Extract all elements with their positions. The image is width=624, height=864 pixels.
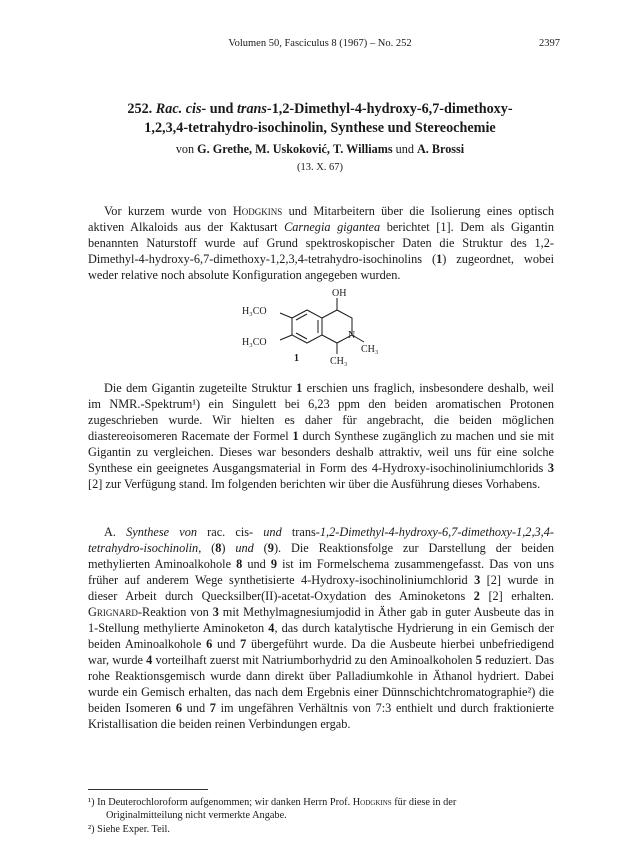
p3-text: , das durch katalytische Hydrierung in ein Gemisch der beiden Aminoalkohole <box>88 621 554 651</box>
p1-text: ) zugeordnet, wobei weder relative noch absolute Konfiguration angegeben wurden. <box>88 252 554 282</box>
author-brossi: A. Brossi <box>417 142 465 156</box>
p3-section-heading: und <box>235 541 254 555</box>
p1-text: Vor kurzem wurde von <box>104 204 233 218</box>
p3-text: A. <box>104 525 127 539</box>
p3-compound-ref: 2 <box>473 589 480 603</box>
footnote-1-mark: ¹) <box>88 797 95 808</box>
p1-species: Carnegia gigantea <box>284 220 381 234</box>
p3-text: [2] wurde in dieser Arbeit durch Quecksilber(II)-acetat-Oxydation des Aminoketons <box>88 573 554 603</box>
p3-text: und <box>242 557 271 571</box>
author-byline <box>70 142 570 157</box>
methoxy-bond-bottom <box>280 335 292 340</box>
footnote-1-text: für diese in der <box>391 797 457 808</box>
p3-text: ( <box>201 541 216 555</box>
footnote-1-name: Hodgkins <box>352 797 392 808</box>
footnote-2-mark: ²) <box>88 824 95 835</box>
p3-compound-ref: 6 <box>175 701 182 715</box>
p3-section-heading: 1,2-Dimethyl-4-hydroxy-6,7-dimethoxy-1,2,3,4-tetrahydro-isochinolin, <box>88 525 554 555</box>
title-rac: Rac. <box>155 101 183 117</box>
p3-text: vorteilhaft zuerst mit Natriumborhydrid zu den Aminoalkoholen <box>152 653 476 667</box>
footnote-1-continuation: Originalmitteilung nicht vermerkte Angabe. <box>106 810 287 821</box>
p2-text: [2] zur Verfügung stand. Im folgenden berichten wir über die Ausführung dieses Vorhabens. <box>88 477 541 491</box>
p3-text: ). Die Reaktionsfolge zur Darstellung der beiden methylierten Aminoalkohole <box>88 541 555 571</box>
title-line1-rest: 1,2-Dimethyl-4-hydroxy-6,7-dimethoxy- <box>271 101 513 117</box>
oh-label: OH <box>332 288 347 299</box>
p3-compound-ref: 9 <box>267 541 274 555</box>
article-title <box>82 100 558 138</box>
footnote-2 <box>88 823 554 836</box>
p3-section-heading: Synthese von <box>126 525 198 539</box>
p3-text: [2] erhalten. <box>479 589 554 603</box>
p2-text: durch Synthese zugänglich zu machen und sie mit Gigantin zu vergleichen. Dieses war besonders deshalb attraktiv, weil uns für eine solche Synthese ein geeignetes Ausgangsmaterial in Form des 4-Hydroxy-isochinoliniumchlorids <box>88 429 554 475</box>
paragraph-3 <box>88 524 554 732</box>
p3-compound-ref: 3 <box>474 573 481 587</box>
p3-compound-ref: 9 <box>270 557 278 571</box>
title-trans: trans- <box>236 101 272 117</box>
author-uskokovic: M. Uskoković, <box>255 142 330 156</box>
p3-compound-ref: 5 <box>475 653 482 667</box>
p2-text: erschien uns fraglich, insbesondere deshalb, weil im NMR.-Spektrum¹) ein Singulett bei 6,23 ppm den beiden aromatischen Protonen zugeschrieben wurde. Wir hielten es daher für angebracht, die beiden möglichen diastereoisomeren Racemate der Formel <box>88 381 555 443</box>
p2-text: Die dem Gigantin zugeteilte Struktur <box>104 381 297 395</box>
p3-name-grignard: Grignard <box>88 605 138 619</box>
p3-compound-ref: 6 <box>206 637 213 651</box>
p1-text: berichtet [1]. Dem als Gigantin benannten Naturstoff wurde auf Grund spektroskopischer Daten die Struktur des 1,2-Dimethyl-4-hydroxy-6,7-dimethoxy-1,2,3,4-tetrahydro-isochinolins ( <box>88 220 554 266</box>
p3-compound-ref: 7 <box>209 701 216 715</box>
p3-text: und <box>212 637 241 651</box>
p3-compound-ref: 8 <box>215 541 222 555</box>
p3-text: rac. cis- <box>197 525 264 539</box>
paragraph-1 <box>88 203 554 283</box>
p3-compound-ref: 8 <box>236 557 243 571</box>
structure-number: 1 <box>294 353 299 364</box>
received-date: (13. X. 67) <box>296 162 344 173</box>
footnote-1 <box>88 796 554 822</box>
page-number: 2397 <box>539 38 560 49</box>
p3-text: mit Methylmagnesiumjodid in Äther gab in guter Ausbeute das in 1-Stellung methylierte Aminoketon <box>88 605 554 635</box>
p3-section-heading: und <box>263 525 282 539</box>
p1-compound-ref: 1 <box>436 252 443 266</box>
title-cis: cis- <box>185 101 207 117</box>
methoxy-label-bottom: H₃CO <box>242 337 267 348</box>
p1-name-hodgkins: Hodgkins <box>232 204 283 218</box>
structure-formula-1 <box>236 272 396 372</box>
paragraph-2 <box>88 380 554 492</box>
nitrogen-label: N <box>348 330 356 341</box>
p3-text: ist im Formelschema zusammengefasst. Das von uns früher auf anderem Wege synthetisierte 4-Hydroxy-isochinoliniumchlorid <box>88 557 554 587</box>
p3-text: und <box>182 701 210 715</box>
structure-bonds <box>280 298 364 354</box>
p2-compound-ref: 3 <box>547 461 554 475</box>
byline-von: von <box>175 142 195 156</box>
p3-text: ) <box>221 541 236 555</box>
p3-compound-ref: 7 <box>240 637 247 651</box>
author-williams: T. Williams <box>333 142 393 156</box>
author-grethe: G. Grethe, <box>197 142 253 156</box>
p3-compound-ref: 4 <box>146 653 153 667</box>
p3-text: reduziert. Das rohe Reaktionsgemisch wurde dann direkt über Palladiumkohle in Äthanol hydriert. Dabei wurde ein Gemisch erhalten, das nach dem Ergebnis einer Dünnschichtchromatographie²) die beiden Isomeren <box>88 653 554 715</box>
p3-text: -Reaktion von <box>137 605 213 619</box>
p3-text: im ungefähren Verhältnis von 7:3 enthielt und durch fraktionierte Kristallisation die beiden reinen Verbindungen ergab. <box>88 701 555 731</box>
title-und: und <box>209 101 234 117</box>
footnote-divider <box>88 789 208 790</box>
p3-compound-ref: 4 <box>268 621 275 635</box>
methoxy-label-top: H₃CO <box>242 306 267 317</box>
p2-compound-ref: 1 <box>292 429 299 443</box>
methoxy-bond-top <box>280 313 292 318</box>
p3-text: ( <box>253 541 268 555</box>
title-line2: 1,2,3,4-tetrahydro-isochinolin, Synthese und Stereochemie <box>144 120 496 136</box>
byline-und: und <box>395 142 414 156</box>
p3-text: übergeführt wurde. Da die Ausbeute hierbei unbefriedigend war, wurde <box>88 637 555 667</box>
c-methyl-label: CH₃ <box>330 356 348 367</box>
p2-compound-ref: 1 <box>296 381 303 395</box>
footnote-1-text: In Deuterochloroform aufgenommen; wir danken Herrn Prof. <box>97 797 353 808</box>
running-header <box>80 38 560 52</box>
journal-citation: Volumen 50, Fasciculus 8 (1967) – No. 252 <box>228 38 412 49</box>
p1-text: und Mitarbeitern über die Isolierung eines optisch aktiven Alkaloids aus der Kaktusart <box>88 204 554 234</box>
footnote-2-text: Siehe Exper. Teil. <box>97 824 170 835</box>
p3-compound-ref: 3 <box>212 605 219 619</box>
article-number: 252. <box>127 101 153 117</box>
p3-text: trans- <box>281 525 320 539</box>
n-methyl-label: CH₃ <box>361 344 379 355</box>
